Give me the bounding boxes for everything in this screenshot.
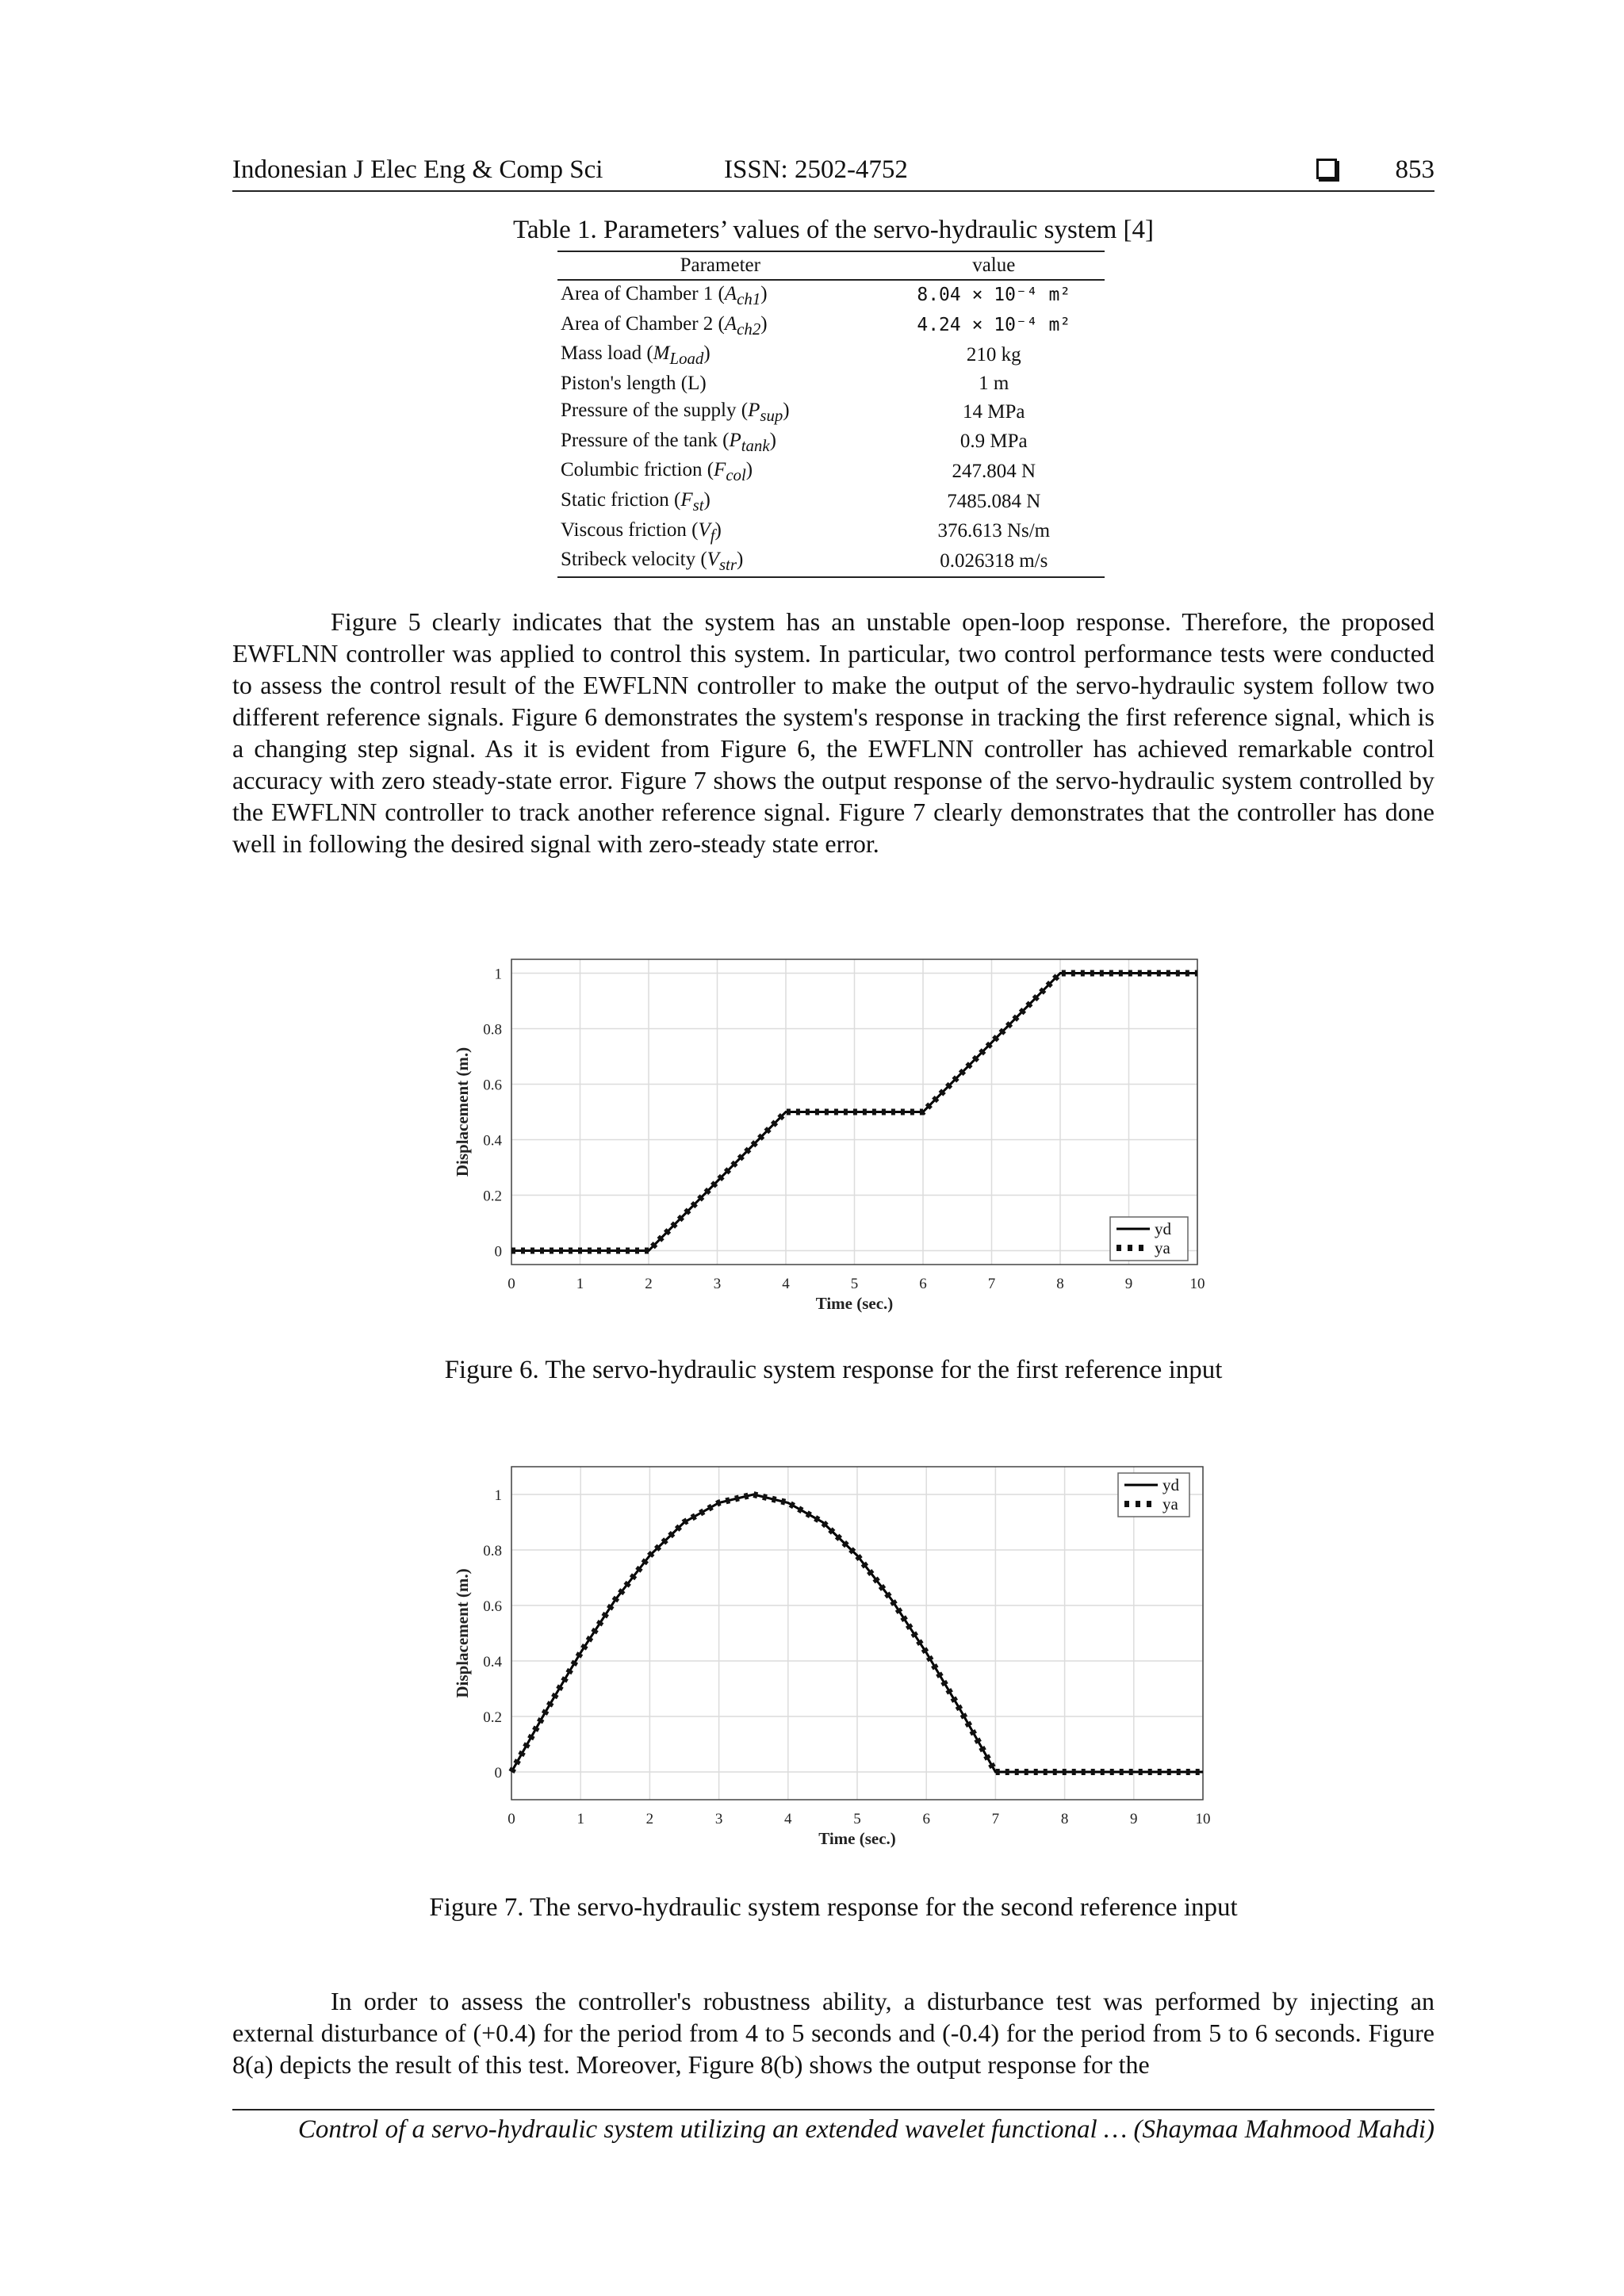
table-row: [557, 487, 1105, 517]
running-header: [232, 152, 1434, 192]
paragraph-2-text: In order to assess the controller's robustness ability, a disturbance test was performed by injecting an external disturbance of (+0.4) for the period from 4 to 5 seconds and (-0.4) for the period from 5 to 6 seconds. Figure 8(a) depicts the result of this test. Moreover, Figure 8(b) shows the output response for the: [232, 1987, 1434, 2079]
table-row: [557, 427, 1105, 457]
parameter-symbol: $V_{str}$: [707, 549, 737, 575]
parameter-label: Viscous friction: [561, 519, 687, 541]
parameter-subscript: ch2: [737, 319, 761, 339]
parameter-subscript: col: [726, 465, 746, 485]
parameter-label: Piston's length (L): [561, 372, 707, 394]
x-tick-label: 7: [987, 1276, 996, 1292]
x-axis-label: Time (sec.): [818, 1829, 896, 1848]
parameter-subscript: str: [718, 555, 737, 575]
issn: ISSN: 2502-4752: [724, 155, 908, 184]
x-tick-label: 3: [713, 1276, 722, 1292]
parameter-symbol: $A_{ch2}$: [724, 312, 761, 339]
paragraph-1-text: Figure 5 clearly indicates that the system has an unstable open-loop response. Therefore, the proposed EWFLNN controller was applied to control this system. In particular, two control performance tests were conducted to assess the control result of the EWFLNN controller to make the output of the servo-hydraulic system follow two different reference signals. Figure 6 demonstrates the system's response in tracking the first reference signal, which is a changing step signal. As it is evident from Figure 6, the EWFLNN controller has achieved remarkable control accuracy with zero steady-state error. Figure 7 shows the output response of the servo-hydraulic system controlled by the EWFLNN controller to track another reference signal. Figure 7 clearly demonstrates that the controller has done well in following the desired signal with zero-steady state error.: [232, 607, 1434, 858]
parameters-table: [557, 251, 1105, 578]
parameter-symbol: $P_{sup}$: [748, 399, 783, 425]
table-caption: Table 1. Parameters’ values of the servo-hydraulic system [4]: [512, 216, 1155, 244]
x-tick-label: 9: [1130, 1811, 1138, 1827]
parameter-name: Columbic friction $(F_{col})$: [561, 459, 753, 485]
column-header-value: value: [883, 251, 1105, 280]
legend-label-ya: ya: [1162, 1494, 1178, 1513]
legend-label-yd: yd: [1162, 1475, 1179, 1494]
y-tick-label: 0.8: [483, 1543, 502, 1559]
figure-7-chart: [444, 1451, 1221, 1855]
y-tick-label: 1: [494, 1487, 502, 1504]
table-row: [557, 311, 1105, 341]
x-tick-label: 1: [576, 1811, 584, 1827]
x-tick-label: 6: [922, 1811, 930, 1827]
x-tick-label: 9: [1124, 1276, 1133, 1292]
x-tick-label: 7: [991, 1811, 1000, 1827]
figure-7-caption: Figure 7. The servo-hydraulic system response for the second reference input: [429, 1893, 1238, 1922]
running-footer: Control of a servo-hydraulic system utilizing an extended wavelet functional … (Shaymaa Mahmood Mahdi): [232, 2109, 1434, 2145]
x-tick-label: 10: [1189, 1276, 1205, 1292]
parameter-value: 7485.084 N: [947, 490, 1041, 512]
y-tick-label: 0.6: [483, 1077, 502, 1094]
y-tick-label: 0.4: [483, 1132, 502, 1150]
parameter-value: 4.24 × 10⁻⁴ m²: [917, 314, 1071, 335]
parameter-subscript: Load: [669, 349, 704, 369]
column-header-parameter: Parameter: [557, 251, 883, 280]
parameter-label: Stribeck velocity: [561, 549, 696, 571]
parameter-value: 210 kg: [966, 344, 1021, 366]
parameter-name: Stribeck velocity $(V_{str})$: [557, 546, 883, 577]
body-paragraph-2: [232, 1985, 1434, 2080]
parameter-label: Columbic friction: [561, 459, 703, 481]
parameter-subscript: st: [692, 495, 704, 515]
y-tick-label: 0.2: [483, 1188, 502, 1205]
checkbox-square-icon: [1316, 159, 1337, 179]
parameter-value: 8.04 × 10⁻⁴ m²: [917, 285, 1071, 306]
y-tick-label: 1: [494, 966, 502, 983]
parameter-label: Mass load: [561, 342, 642, 365]
figure-6-caption: Figure 6. The servo-hydraulic system response for the first reference input: [444, 1356, 1223, 1384]
x-tick-label: 8: [1060, 1811, 1069, 1827]
parameter-value: 14 MPa: [963, 400, 1025, 423]
legend-label-yd: yd: [1155, 1219, 1171, 1238]
x-tick-label: 10: [1195, 1811, 1211, 1827]
x-tick-label: 4: [784, 1811, 792, 1827]
journal-name: Indonesian J Elec Eng & Comp Sci: [232, 155, 603, 184]
parameter-symbol: $M_{Load}$: [653, 342, 704, 369]
table-header-row: [557, 251, 1105, 280]
x-tick-label: 3: [714, 1811, 723, 1827]
parameter-name: [557, 370, 883, 397]
table-body: [557, 280, 1105, 577]
legend-label-ya: ya: [1155, 1238, 1170, 1257]
x-tick-label: 1: [576, 1276, 584, 1292]
table-row: [557, 546, 1105, 577]
parameter-name: Area of Chamber 1 $(A_{ch1})$: [561, 283, 768, 308]
parameter-symbol: $F_{col}$: [714, 459, 746, 485]
parameter-symbol: $V_f$: [698, 519, 715, 545]
parameter-value: 0.9 MPa: [959, 430, 1028, 453]
y-tick-label: 0.2: [483, 1709, 502, 1726]
parameter-subscript: sup: [760, 405, 783, 425]
parameter-value: 0.026318 m/s: [883, 546, 1105, 577]
x-tick-label: 2: [645, 1276, 653, 1292]
page-number: 853: [1395, 155, 1434, 184]
parameter-name: Pressure of the supply $(P_{sup})$: [561, 399, 790, 425]
parameter-name: Static friction $(F_{st})$: [561, 488, 710, 515]
parameter-name: Mass load $(M_{Load})$: [561, 342, 710, 369]
legend-box: [1110, 1217, 1188, 1261]
parameter-value: 247.804 N: [952, 461, 1036, 483]
table-row: [557, 517, 1105, 547]
x-tick-label: 4: [782, 1276, 790, 1292]
parameter-subscript: ch1: [737, 289, 761, 308]
parameter-name: Area of Chamber 2 $(A_{ch2})$: [561, 312, 768, 339]
y-tick-label: 0.6: [483, 1598, 502, 1615]
parameter-symbol: $P_{tank}$: [729, 429, 770, 455]
parameter-value: 1 m: [979, 372, 1009, 394]
x-tick-label: 8: [1056, 1276, 1064, 1292]
y-tick-label: 0: [494, 1243, 502, 1261]
x-tick-label: 0: [508, 1811, 515, 1827]
table-row: [557, 370, 1105, 397]
x-axis-label: Time (sec.): [815, 1294, 894, 1313]
parameter-subscript: tank: [741, 435, 770, 455]
y-tick-label: 0.8: [483, 1021, 502, 1039]
parameter-label: Area of Chamber 1: [561, 283, 714, 304]
parameter-label: Pressure of the supply: [561, 399, 737, 421]
parameter-label: Area of Chamber 2: [561, 312, 714, 335]
parameter-label: Static friction: [561, 488, 669, 511]
parameter-subscript: f: [710, 525, 715, 545]
parameter-name: Viscous friction $(V_f)$: [561, 519, 722, 545]
x-tick-label: 2: [645, 1811, 654, 1827]
figure-6-chart: [444, 943, 1221, 1324]
x-tick-label: 6: [919, 1276, 927, 1292]
parameter-symbol: $A_{ch1}$: [724, 283, 761, 308]
parameter-label: Pressure of the tank: [561, 429, 718, 451]
y-tick-label: 0: [494, 1765, 502, 1781]
body-paragraph-1: [232, 606, 1434, 859]
y-tick-label: 0.4: [483, 1654, 502, 1670]
parameter-name: Pressure of the tank $(P_{tank})$: [561, 429, 776, 455]
x-tick-label: 0: [508, 1276, 515, 1292]
x-tick-label: 5: [853, 1811, 861, 1827]
y-axis-label: Displacement (m.): [453, 1568, 472, 1698]
table-row: [557, 280, 1105, 311]
table-row: [557, 340, 1105, 370]
y-axis-label: Displacement (m.): [453, 1047, 472, 1177]
parameter-value: 376.613 Ns/m: [937, 520, 1051, 542]
x-tick-label: 5: [850, 1276, 859, 1292]
table-row: [557, 457, 1105, 487]
table-row: [557, 397, 1105, 427]
parameter-symbol: $F_{st}$: [680, 488, 704, 515]
